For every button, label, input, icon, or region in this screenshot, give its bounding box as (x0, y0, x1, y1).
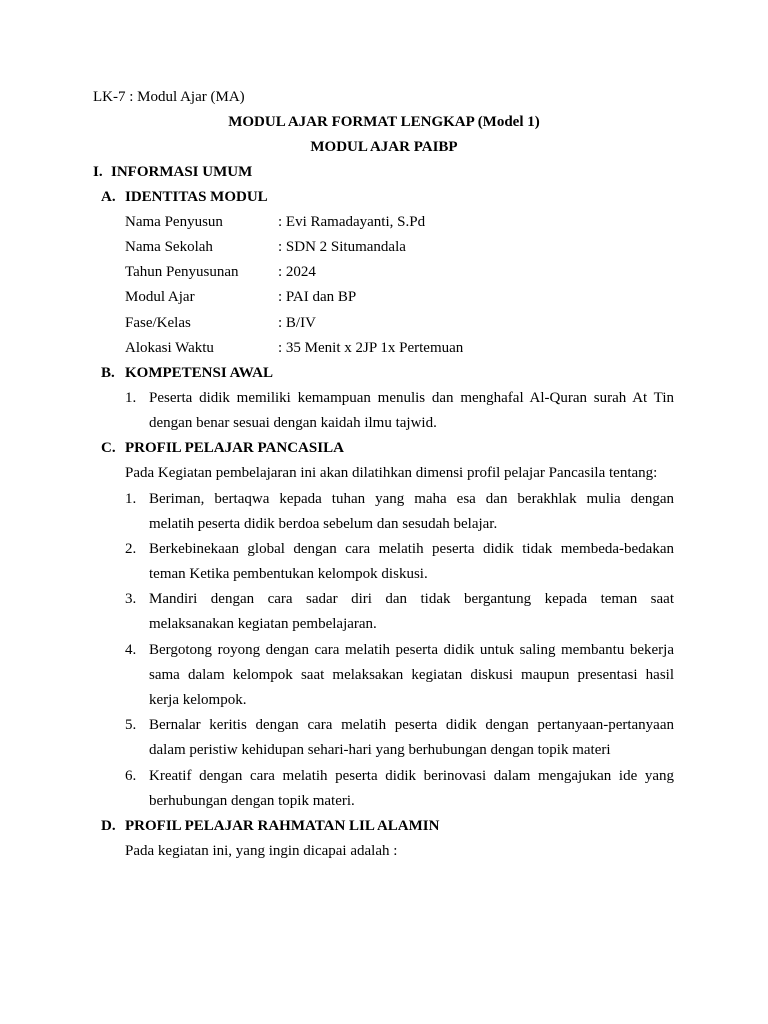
identity-value: : PAI dan BP (278, 289, 357, 305)
section-1-marker: I. (93, 164, 103, 180)
section-d-intro: Pada kegiatan ini, yang ingin dicapai adalah : (125, 843, 398, 859)
list-item-text: Mandiri dengan cara sadar diri dan tidak bergantung kepada teman saat (149, 591, 674, 607)
list-item-text: Bergotong royong dengan cara melatih peserta didik untuk saling membantu bekerja (149, 642, 674, 658)
section-a-heading: IDENTITAS MODUL (125, 189, 268, 205)
header-note: LK-7 : Modul Ajar (MA) (93, 89, 245, 105)
section-1-heading: INFORMASI UMUM (111, 164, 253, 180)
identity-label: Fase/Kelas (125, 315, 191, 331)
list-item-text: Kreatif dengan cara melatih peserta didik berinovasi dalam mengajukan ide yang (149, 768, 674, 784)
section-d-heading: PROFIL PELAJAR RAHMATAN LIL ALAMIN (125, 818, 440, 834)
list-item-number: 3. (125, 591, 137, 607)
section-b-marker: B. (101, 365, 115, 381)
list-item-text: Peserta didik memiliki kemampuan menulis dan menghafal Al-Quran surah At Tin (149, 390, 674, 406)
list-item-text: dalam peristiw kehidupan sehari-hari yang berhubungan dengan topik materi (149, 742, 611, 758)
document-title: MODUL AJAR FORMAT LENGKAP (Model 1) (228, 114, 540, 130)
identity-label: Modul Ajar (125, 289, 195, 305)
list-item-text: melaksanakan kegiatan pembelajaran. (149, 616, 377, 632)
identity-value: : 35 Menit x 2JP 1x Pertemuan (278, 340, 464, 356)
section-b-heading: KOMPETENSI AWAL (125, 365, 273, 381)
list-item-number: 2. (125, 541, 137, 557)
list-item-text: Bernalar keritis dengan cara melatih peserta didik dengan pertanyaan-pertanyaan (149, 717, 674, 733)
list-item-text: berhubungan dengan topik materi. (149, 793, 355, 809)
identity-label: Tahun Penyusunan (125, 264, 239, 280)
list-item-number: 5. (125, 717, 137, 733)
list-item-text: Berkebinekaan global dengan cara melatih peserta didik tidak membeda-bedakan (149, 541, 674, 557)
identity-value: : Evi Ramadayanti, S.Pd (278, 214, 426, 230)
section-c-heading: PROFIL PELAJAR PANCASILA (125, 440, 344, 456)
section-c-intro: Pada Kegiatan pembelajaran ini akan dilatihkan dimensi profil pelajar Pancasila tentang: (125, 465, 658, 481)
identity-value: : SDN 2 Situmandala (278, 239, 406, 255)
list-item-number: 1. (125, 491, 137, 507)
document-subtitle: MODUL AJAR PAIBP (310, 139, 458, 155)
list-item-text: kerja kelompok. (149, 692, 247, 708)
section-a-marker: A. (101, 189, 116, 205)
identity-label: Nama Sekolah (125, 239, 213, 255)
list-item-text: sama dalam kelompok saat melaksakan kegiatan diskusi maupun presentasi hasil (149, 667, 674, 683)
list-item-text: melatih peserta didik berdoa sebelum dan sesudah belajar. (149, 516, 498, 532)
section-d-marker: D. (101, 818, 116, 834)
identity-label: Nama Penyusun (125, 214, 223, 230)
list-item-number: 1. (125, 390, 137, 406)
list-item-number: 4. (125, 642, 137, 658)
list-item-text: Beriman, bertaqwa kepada tuhan yang maha esa dan berakhlak mulia dengan (149, 491, 674, 507)
list-item-number: 6. (125, 768, 137, 784)
list-item-text: teman Ketika pembentukan kelompok diskusi. (149, 566, 428, 582)
identity-value: : 2024 (278, 264, 316, 280)
identity-label: Alokasi Waktu (125, 340, 214, 356)
identity-value: : B/IV (278, 315, 316, 331)
section-c-marker: C. (101, 440, 116, 456)
list-item-text: dengan benar sesuai dengan kaidah ilmu tajwid. (149, 415, 437, 431)
